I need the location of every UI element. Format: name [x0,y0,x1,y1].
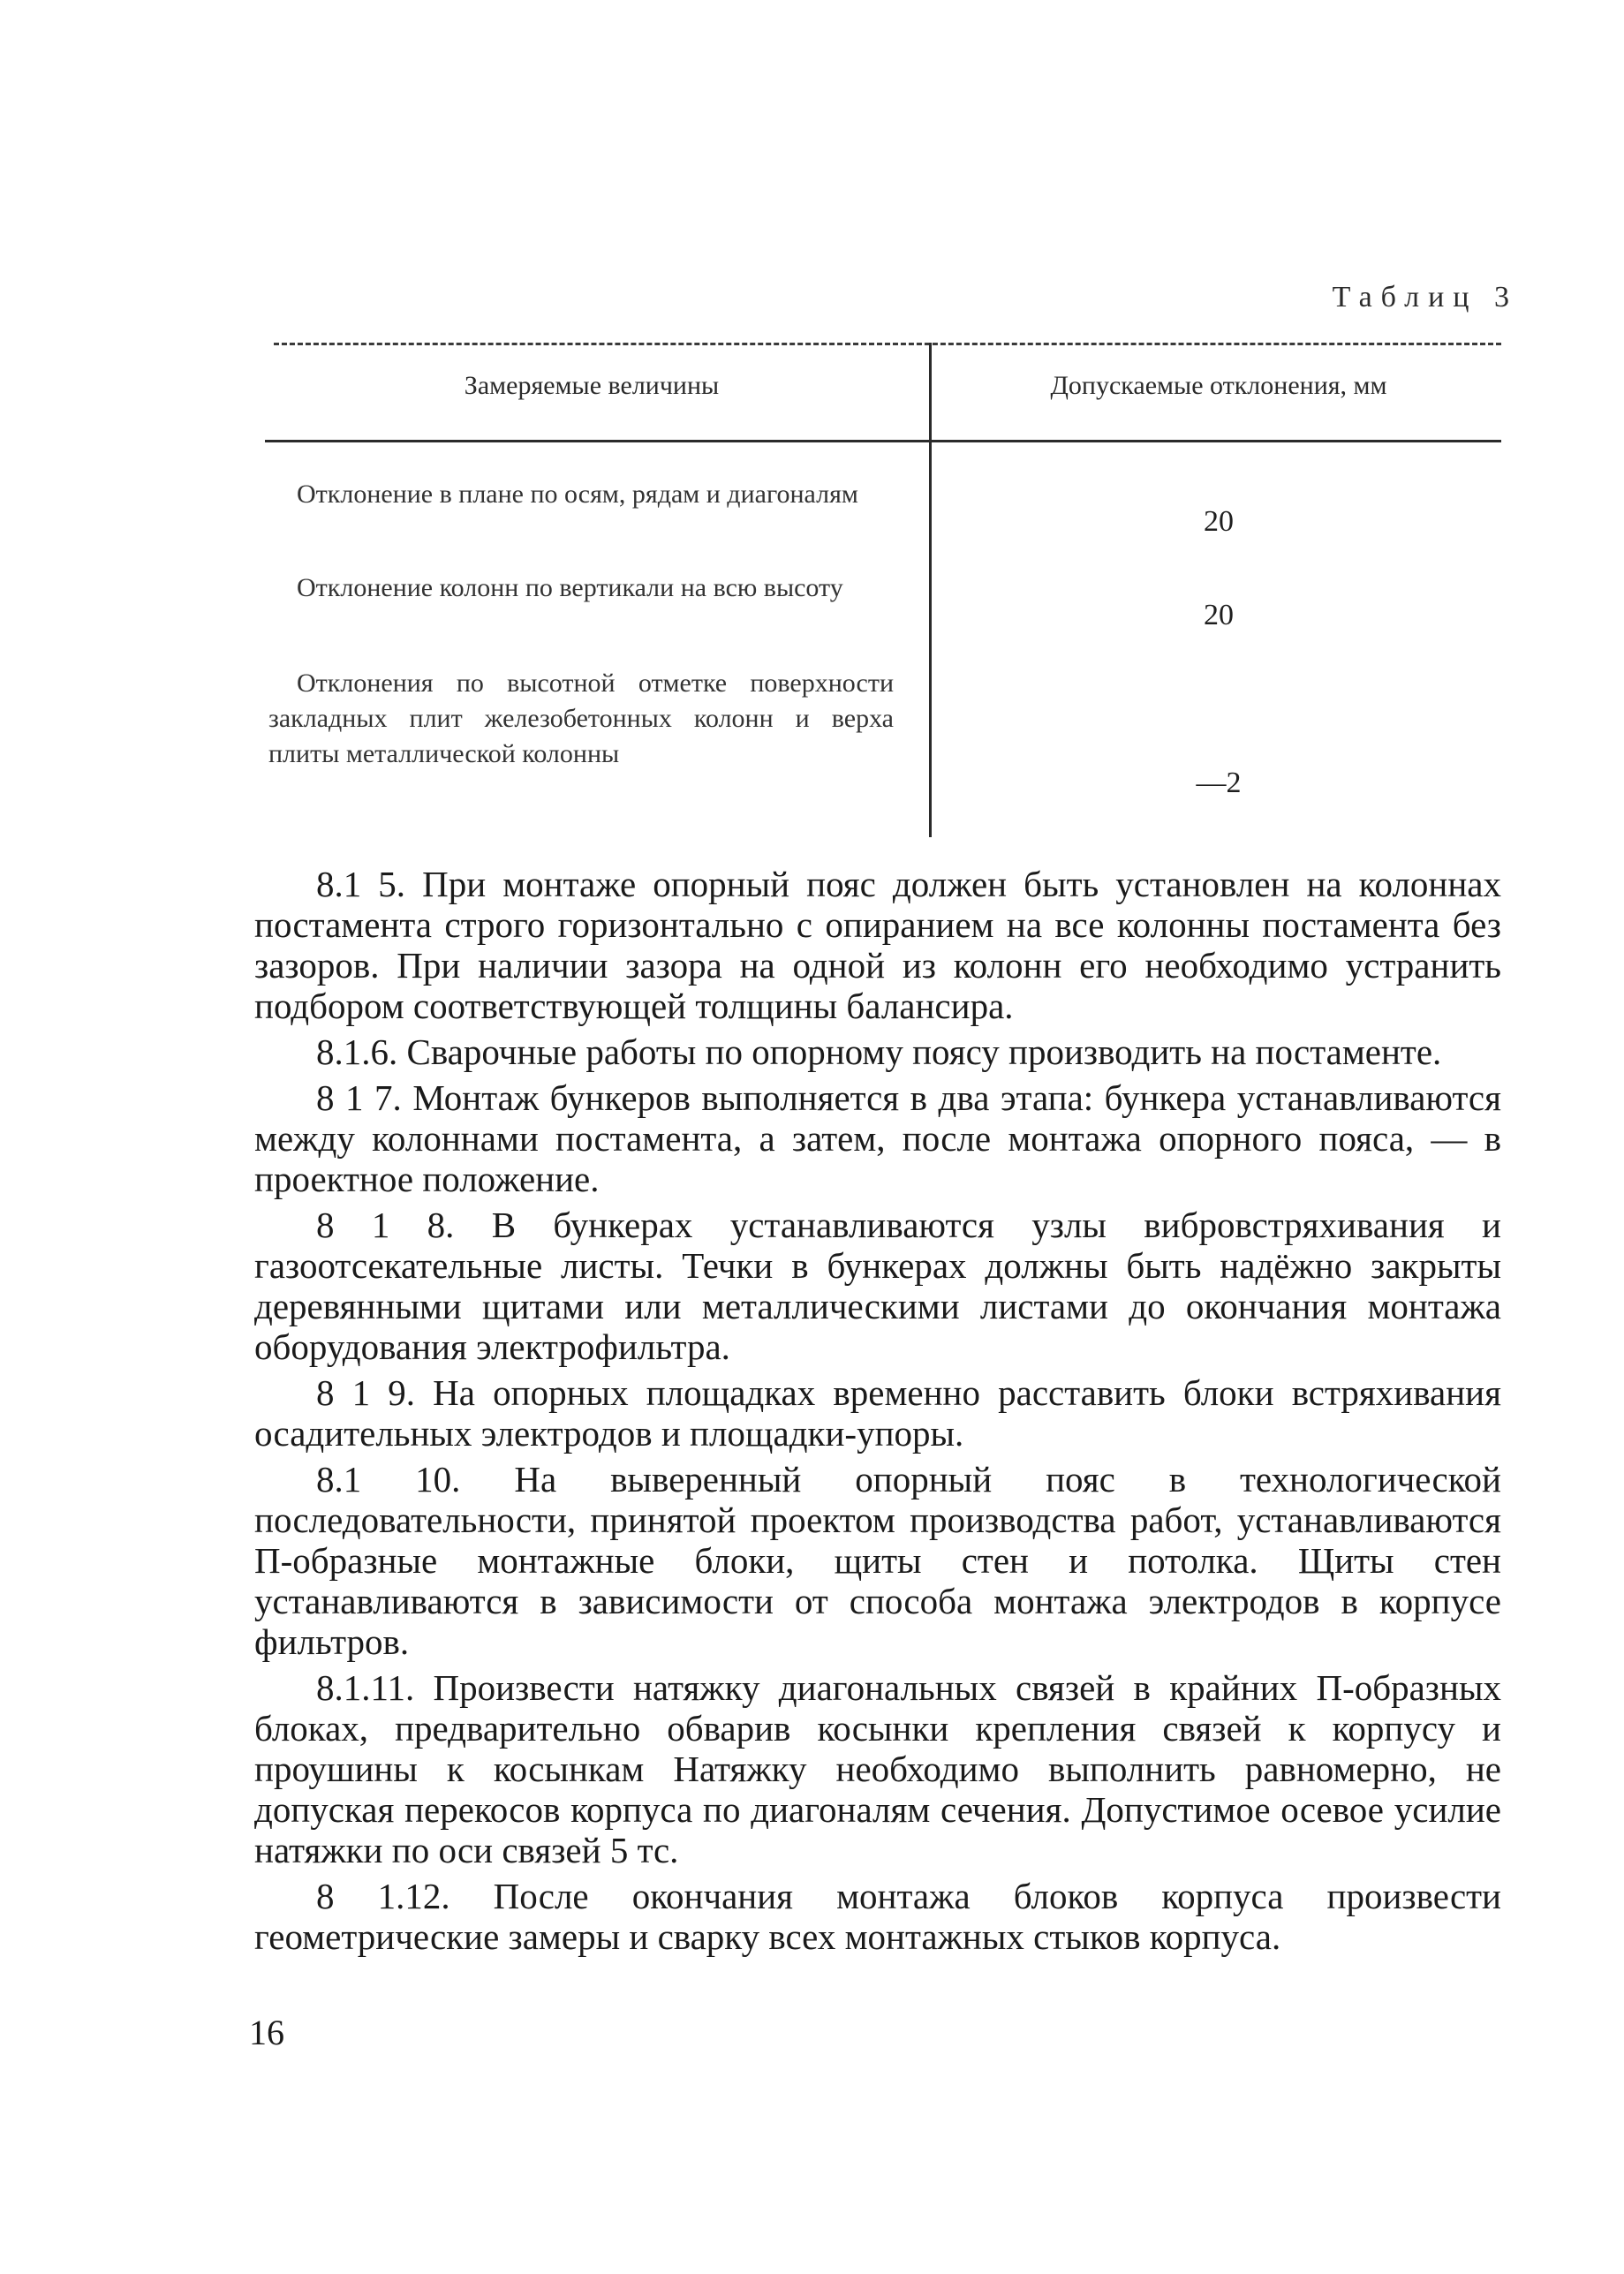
paragraph-8-1-8: 8 1 8. В бункерах устанавливаются узлы вибровстряхивания и газоотсекательные листы. Течки в бункерах должны быть надёжно закрыты деревянными щитами или металлическими листами до окончания монтажа оборудования электрофильтра. [254,1205,1501,1367]
table-top-rule [274,343,1501,345]
table-column-divider [929,343,932,837]
table-row-2-measure: Отклонение колонн по вертикали на всю высоту [297,573,843,602]
paragraph-8-1-9: 8 1 9. На опорных площадках временно расставить блоки встряхивания осадительных электродов и площадки-упоры. [254,1372,1501,1454]
body-text [254,864,1501,1962]
table-caption: Таблиц 3 [1332,281,1518,314]
column-header-tolerance: Допускаемые отклонения, мм [1050,371,1387,400]
paragraph-8-1-12: 8 1.12. После окончания монтажа блоков корпуса произвести геометрические замеры и сварку всех монтажных стыков корпуса. [254,1876,1501,1957]
paragraph-8-1-6: 8.1.6. Сварочные работы по опорному поясу производить на постаменте. [316,1031,1442,1072]
table-row-1-measure: Отклонение в плане по осям, рядам и диагоналям [297,480,858,509]
paragraph-8-1-11: 8.1.11. Произвести натяжку диагональных связей в крайних П-образных блоках, предварительно обварив косынки крепления связей к корпусу и проушины к косынкам Натяжку необходимо выполнить равномерно, не допуская перекосов корпуса по диагоналям сечения. Допустимое осевое усилие натяжки по оси связей 5 тс. [254,1667,1501,1870]
column-header-measure: Замеряемые величины [464,371,720,400]
table-row-1-tolerance: 20 [1204,505,1234,538]
tolerance-table [265,336,1501,839]
table-header-rule [265,440,1501,442]
paragraph-8-1-7: 8 1 7. Монтаж бункеров выполняется в два этапа: бункера устанавливаются между колоннами постамента, а затем, после монтажа опорного пояса, — в проектное положение. [254,1077,1501,1199]
paragraph-8-1-5: 8.1 5. При монтаже опорный пояс должен быть установлен на колоннах постамента строго горизонтально с опиранием на все колонны постамента без зазоров. При наличии зазора на одной из колонн его необходимо устранить подбором соответствующей толщины балансира. [254,864,1501,1026]
table-row-3-measure: Отклонения по высотной отметке поверхности закладных плит железобетонных колонн и верха плиты металлической колонны [268,669,894,768]
table-row-3-tolerance: —2 [1196,767,1242,799]
page-number: 16 [249,2013,284,2052]
table-row-2-tolerance: 20 [1204,599,1234,631]
paragraph-8-1-10: 8.1 10. На выверенный опорный пояс в технологической последовательности, принятой проектом производства работ, устанавливаются П-образные монтажные блоки, щиты стен и потолка. Щиты стен устанавливаются в зависимости от способа монтажа электродов в корпусе фильтров. [254,1459,1501,1662]
